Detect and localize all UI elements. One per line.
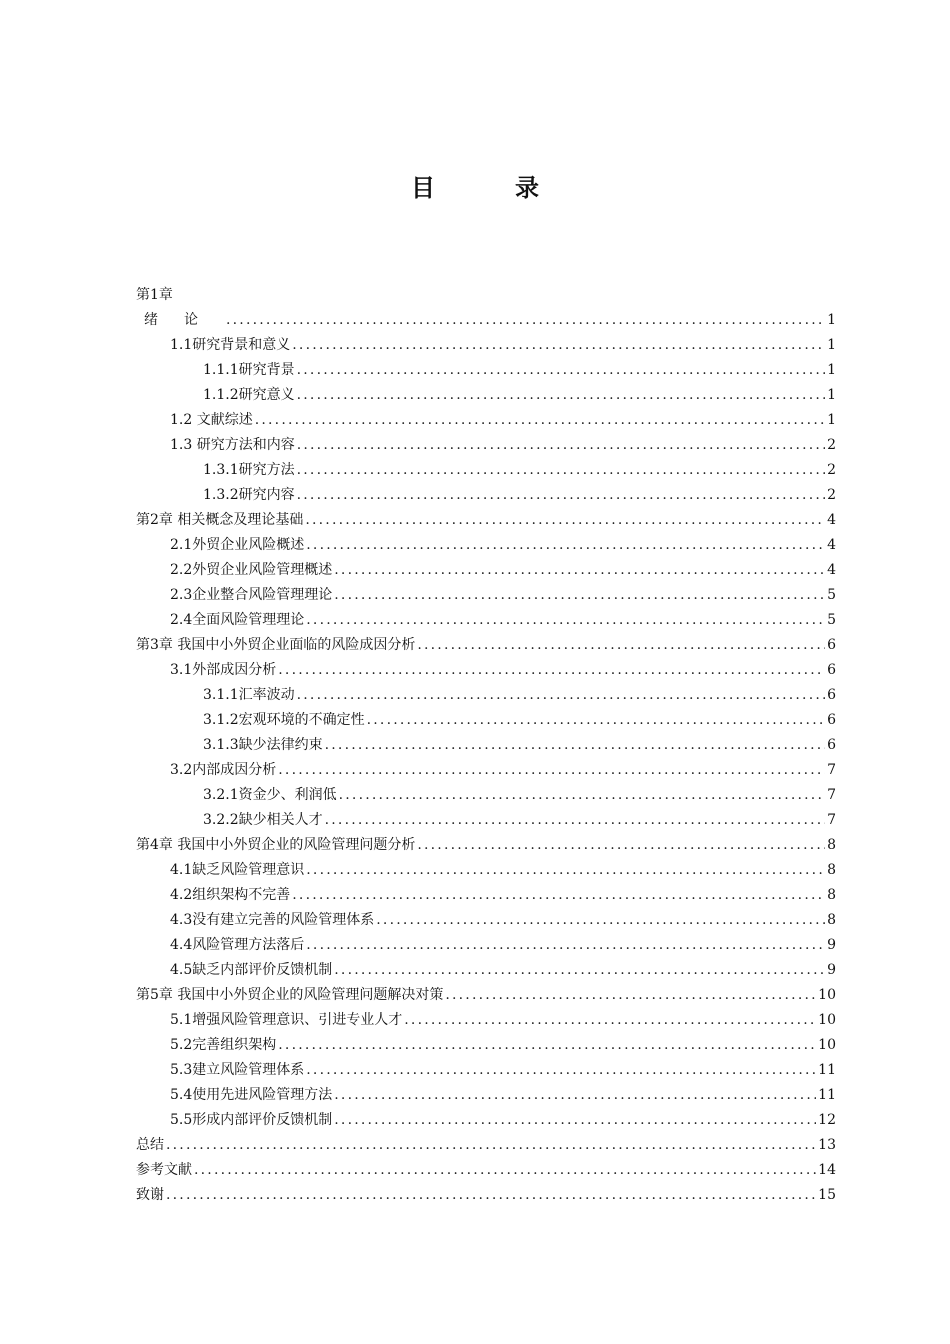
toc-leader-dots [325,808,825,833]
toc-entry-label: 4.1缺乏风险管理意识 [170,862,305,878]
toc-entry-page: 10 [818,987,836,1003]
toc-entry-label: 5.4使用先进风险管理方法 [170,1087,333,1103]
toc-chapter-entry[interactable] [136,633,836,658]
toc-entry-page: 9 [827,937,836,953]
toc-entry[interactable] [136,883,836,908]
toc-leader-dots [297,358,825,383]
toc-entry[interactable] [136,733,836,758]
toc-leader-dots [325,733,825,758]
toc-entry[interactable] [136,608,836,633]
toc-entry-page: 14 [818,1162,836,1178]
toc-chapter-entry[interactable] [136,983,836,1008]
toc-entry-label: 1.3.2研究内容 [203,487,295,503]
toc-entry-label: 1.2 文献综述 [170,412,253,428]
toc-section-entry[interactable] [136,1183,836,1208]
toc-entry[interactable] [136,933,836,958]
toc-entry[interactable] [136,958,836,983]
toc-leader-dots [334,958,825,983]
toc-entry[interactable] [136,1108,836,1133]
toc-entry[interactable] [136,683,836,708]
toc-entry-page: 8 [827,912,836,928]
toc-entry-label: 第2章 相关概念及理论基础 [136,512,304,528]
toc-entry-label: 3.1.3缺少法律约束 [203,737,323,753]
toc-entry[interactable] [136,583,836,608]
toc-leader-dots [367,708,825,733]
toc-entry[interactable] [136,1058,836,1083]
toc-entry-page: 1 [827,312,836,328]
toc-entry-label: 3.2.1资金少、利润低 [203,787,337,803]
toc-entry-label: 2.4全面风险管理理论 [170,612,305,628]
toc-entry[interactable] [136,558,836,583]
toc-leader-dots [255,408,825,433]
toc-entry-label: 1.3.1研究方法 [203,462,295,478]
toc-entry-label: 1.1研究背景和意义 [170,337,291,353]
toc-entry-page: 7 [827,787,836,803]
toc-entry-label: 4.4风险管理方法落后 [170,937,305,953]
toc-leader-dots [194,1158,816,1183]
toc-entry-page: 2 [827,487,836,503]
toc-entry[interactable] [136,1008,836,1033]
toc-entry[interactable] [136,408,836,433]
toc-entry-page: 2 [827,462,836,478]
toc-entry-page: 12 [818,1112,836,1128]
toc-entry[interactable] [136,708,836,733]
toc-leader-dots [306,608,825,633]
toc-entry-label: 2.2外贸企业风险管理概述 [170,562,333,578]
toc-entry-label: 第3章 我国中小外贸企业面临的风险成因分析 [136,637,416,653]
toc-section-entry[interactable] [136,1158,836,1183]
toc-entry[interactable] [136,333,836,358]
toc-entry-page: 1 [827,362,836,378]
toc-entry-label: 1.1.1研究背景 [203,362,295,378]
toc-leader-dots [278,758,825,783]
toc-leader-dots [306,858,825,883]
toc-leader-dots [278,1033,816,1058]
toc-leader-dots [292,883,825,908]
toc-leader-dots [417,633,825,658]
toc-entry-page: 9 [827,962,836,978]
toc-entry-page: 1 [827,412,836,428]
toc-entry-label: 5.1增强风险管理意识、引进专业人才 [170,1012,403,1028]
toc-entry-page: 2 [827,437,836,453]
toc-entry-page: 1 [827,387,836,403]
toc-leader-dots [339,783,825,808]
toc-entry-label: 总结 [136,1137,164,1153]
toc-entry-label: 5.5形成内部评价反馈机制 [170,1112,333,1128]
toc-entry-page: 7 [827,812,836,828]
toc-entry[interactable] [136,533,836,558]
toc-entry-label: 第5章 我国中小外贸企业的风险管理问题解决对策 [136,987,444,1003]
toc-entry[interactable] [136,1033,836,1058]
toc-entry-page: 7 [827,762,836,778]
toc-entry-page: 10 [818,1037,836,1053]
toc-leader-dots [306,933,825,958]
toc-entry[interactable] [136,458,836,483]
toc-leader-dots [445,983,816,1008]
toc-leader-dots [305,508,825,533]
toc-entry-page: 11 [818,1087,836,1103]
toc-leader-dots [166,1183,816,1208]
toc-entry-label: 绪论 [144,312,224,328]
toc-entry-page: 4 [827,512,836,528]
toc-entry-label: 5.3建立风险管理体系 [170,1062,305,1078]
toc-entry[interactable] [136,858,836,883]
page-title: 目 录 [411,174,567,202]
toc-entry-page: 11 [818,1062,836,1078]
toc-leader-dots [376,908,825,933]
toc-entry-page: 8 [827,887,836,903]
toc-entry-label: 2.1外贸企业风险概述 [170,537,305,553]
toc-entry-page: 8 [827,862,836,878]
toc-entry-label: 3.1.2宏观环境的不确定性 [203,712,365,728]
toc-entry-label: 第4章 我国中小外贸企业的风险管理问题分析 [136,837,416,853]
toc-leader-dots [297,383,825,408]
toc-entry-page: 6 [827,712,836,728]
toc-entry-page: 6 [827,637,836,653]
toc-leader-dots [334,583,825,608]
toc-entry-label: 3.2.2缺少相关人才 [203,812,323,828]
toc-entry-label: 1.3 研究方法和内容 [170,437,295,453]
toc-entry-page: 8 [827,837,836,853]
toc-leader-dots [292,333,825,358]
toc-entry-label: 致谢 [136,1187,164,1203]
toc-entry-page: 6 [827,687,836,703]
toc-chapter-entry[interactable] [136,833,836,858]
toc-entry-page: 5 [827,612,836,628]
toc-entry[interactable] [136,758,836,783]
toc-entry[interactable] [136,383,836,408]
toc-entry[interactable] [136,308,836,333]
toc-entry-page: 5 [827,587,836,603]
toc-entry[interactable] [136,658,836,683]
toc-leader-dots [404,1008,816,1033]
toc-entry-page: 15 [818,1187,836,1203]
toc-leader-dots [306,533,825,558]
toc-entry-page: 6 [827,737,836,753]
table-of-contents [136,283,836,1208]
toc-entry-page: 4 [827,562,836,578]
toc-entry-label: 5.2完善组织架构 [170,1037,277,1053]
toc-leader-dots [297,458,825,483]
toc-entry[interactable] [136,783,836,808]
toc-section-entry[interactable] [136,1133,836,1158]
toc-entry-label: 2.3企业整合风险管理理论 [170,587,333,603]
toc-entry-label: 4.5缺乏内部评价反馈机制 [170,962,333,978]
toc-leader-dots [297,683,825,708]
toc-entry-label: 3.1.1汇率波动 [203,687,295,703]
toc-entry[interactable] [136,433,836,458]
toc-leader-dots [334,1083,816,1108]
toc-leader-dots [297,483,825,508]
toc-entry-label: 1.1.2研究意义 [203,387,295,403]
toc-leader-dots [306,1058,816,1083]
toc-entry-label: 4.3没有建立完善的风险管理体系 [170,912,375,928]
toc-entry[interactable] [136,483,836,508]
toc-entry[interactable] [136,808,836,833]
toc-entry-page: 6 [827,662,836,678]
toc-entry-page: 1 [827,337,836,353]
toc-leader-dots [226,308,825,333]
toc-leader-dots [278,658,825,683]
toc-entry[interactable] [136,908,836,933]
toc-leader-dots [166,1133,816,1158]
toc-leader-dots [334,1108,816,1133]
toc-chapter-entry[interactable] [136,508,836,533]
toc-leader-dots [334,558,825,583]
toc-entry-page: 13 [818,1137,836,1153]
toc-entry-label: 参考文献 [136,1162,192,1178]
toc-leader-dots [297,433,825,458]
toc-entry-label: 3.2内部成因分析 [170,762,277,778]
toc-entry[interactable] [136,358,836,383]
toc-leader-dots [417,833,825,858]
toc-entry-page: 4 [827,537,836,553]
toc-entry-label: 4.2组织架构不完善 [170,887,291,903]
toc-entry-page: 10 [818,1012,836,1028]
toc-entry[interactable] [136,1083,836,1108]
toc-entry-label: 3.1外部成因分析 [170,662,277,678]
toc-chapter-1-heading: 第1章 [136,287,173,303]
